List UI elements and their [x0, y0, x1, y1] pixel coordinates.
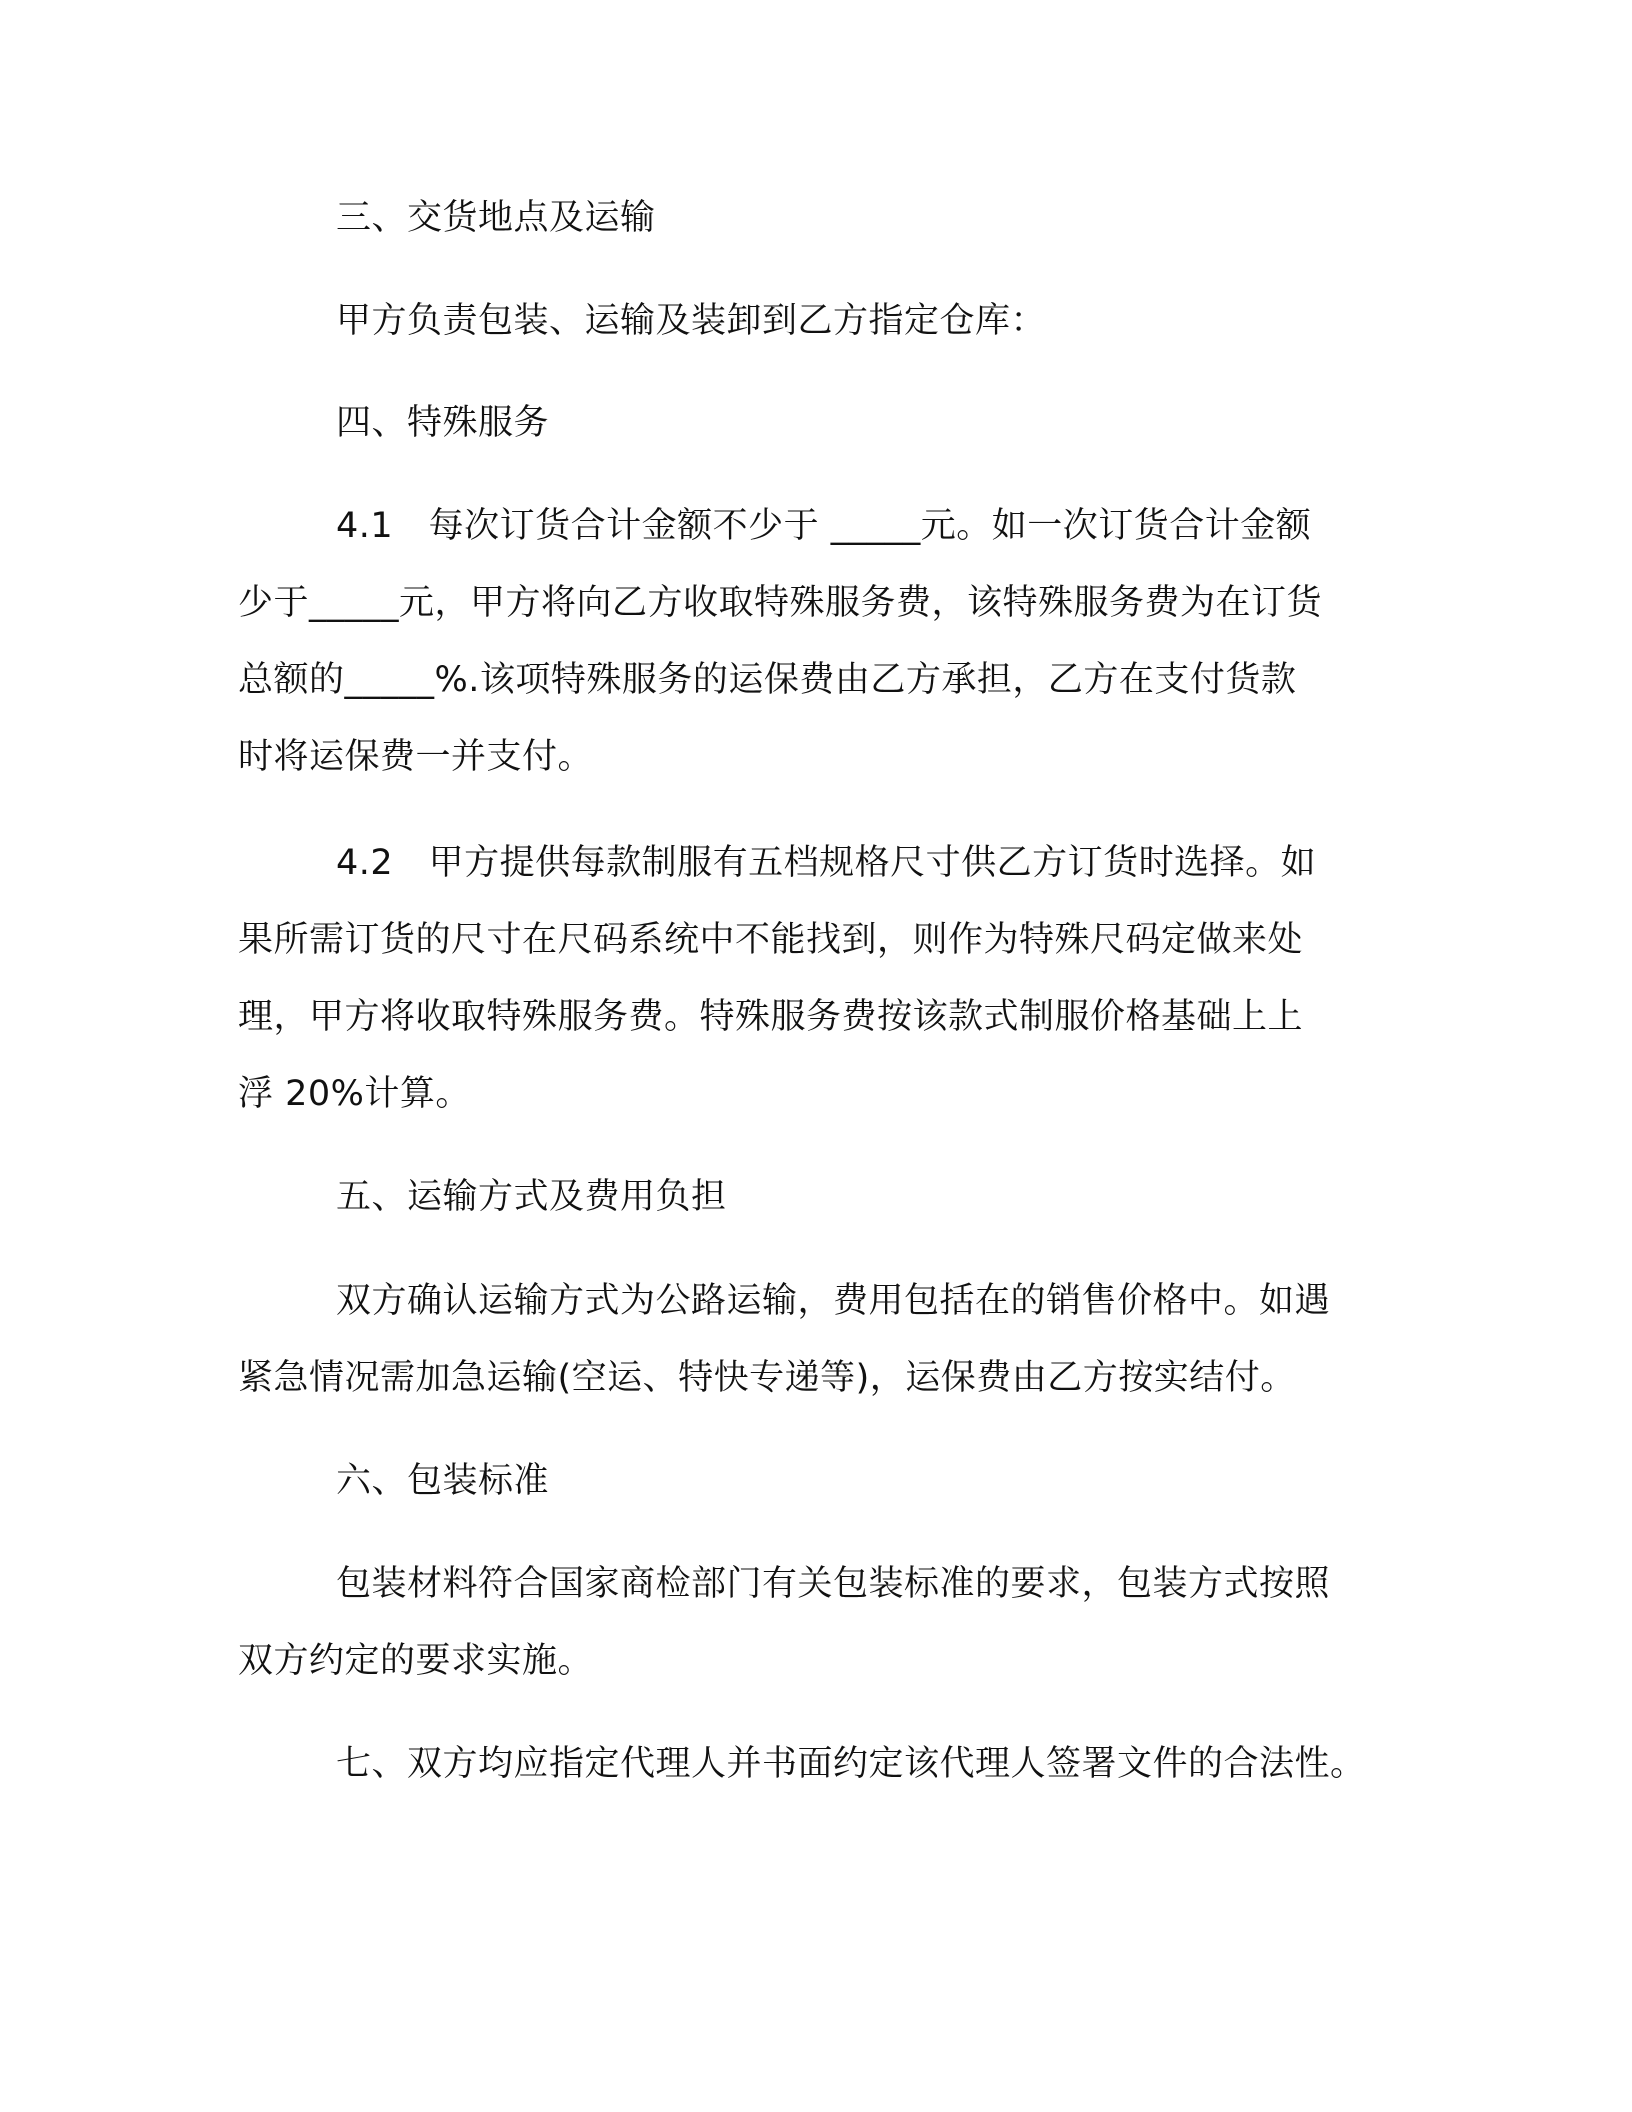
clause-4-1-line-3: 总额的_____%.该项特殊服务的运保费由乙方承担，乙方在支付货款 — [238, 660, 1297, 700]
packaging-paragraph-line-1: 包装材料符合国家商检部门有关包装标准的要求，包装方式按照 — [336, 1564, 1331, 1604]
section-heading-delivery: 三、交货地点及运输 — [336, 198, 656, 238]
clause-4-1-line-4: 时将运保费一并支付。 — [238, 737, 594, 777]
section-heading-transport-cost: 五、运输方式及费用负担 — [336, 1177, 727, 1217]
transport-paragraph-line-2: 紧急情况需加急运输(空运、特快专递等)，运保费由乙方按实结付。 — [238, 1358, 1296, 1398]
transport-paragraph-line-1: 双方确认运输方式为公路运输，费用包括在的销售价格中。如遇 — [336, 1281, 1331, 1321]
clause-4-2-line-3: 理，甲方将收取特殊服务费。特殊服务费按该款式制服价格基础上上 — [238, 997, 1304, 1037]
delivery-paragraph: 甲方负责包装、运输及装卸到乙方指定仓库： — [336, 301, 1047, 341]
clause-4-2-line-4: 浮 20%计算。 — [238, 1074, 471, 1114]
clause-4-2-line-2: 果所需订货的尺寸在尺码系统中不能找到，则作为特殊尺码定做来处 — [238, 920, 1304, 960]
section-heading-special-service: 四、特殊服务 — [336, 403, 550, 443]
clause-4-1-line-1: 4.1 每次订货合计金额不少于 _____元。如一次订货合计金额 — [336, 506, 1312, 546]
section-heading-packaging: 六、包装标准 — [336, 1461, 550, 1501]
section-seven-agents: 七、双方均应指定代理人并书面约定该代理人签署文件的合法性。 — [336, 1744, 1366, 1784]
clause-4-1-line-2: 少于_____元，甲方将向乙方收取特殊服务费，该特殊服务费为在订货 — [238, 583, 1323, 623]
clause-4-2-line-1: 4.2 甲方提供每款制服有五档规格尺寸供乙方订货时选择。如 — [336, 843, 1317, 883]
packaging-paragraph-line-2: 双方约定的要求实施。 — [238, 1641, 594, 1681]
